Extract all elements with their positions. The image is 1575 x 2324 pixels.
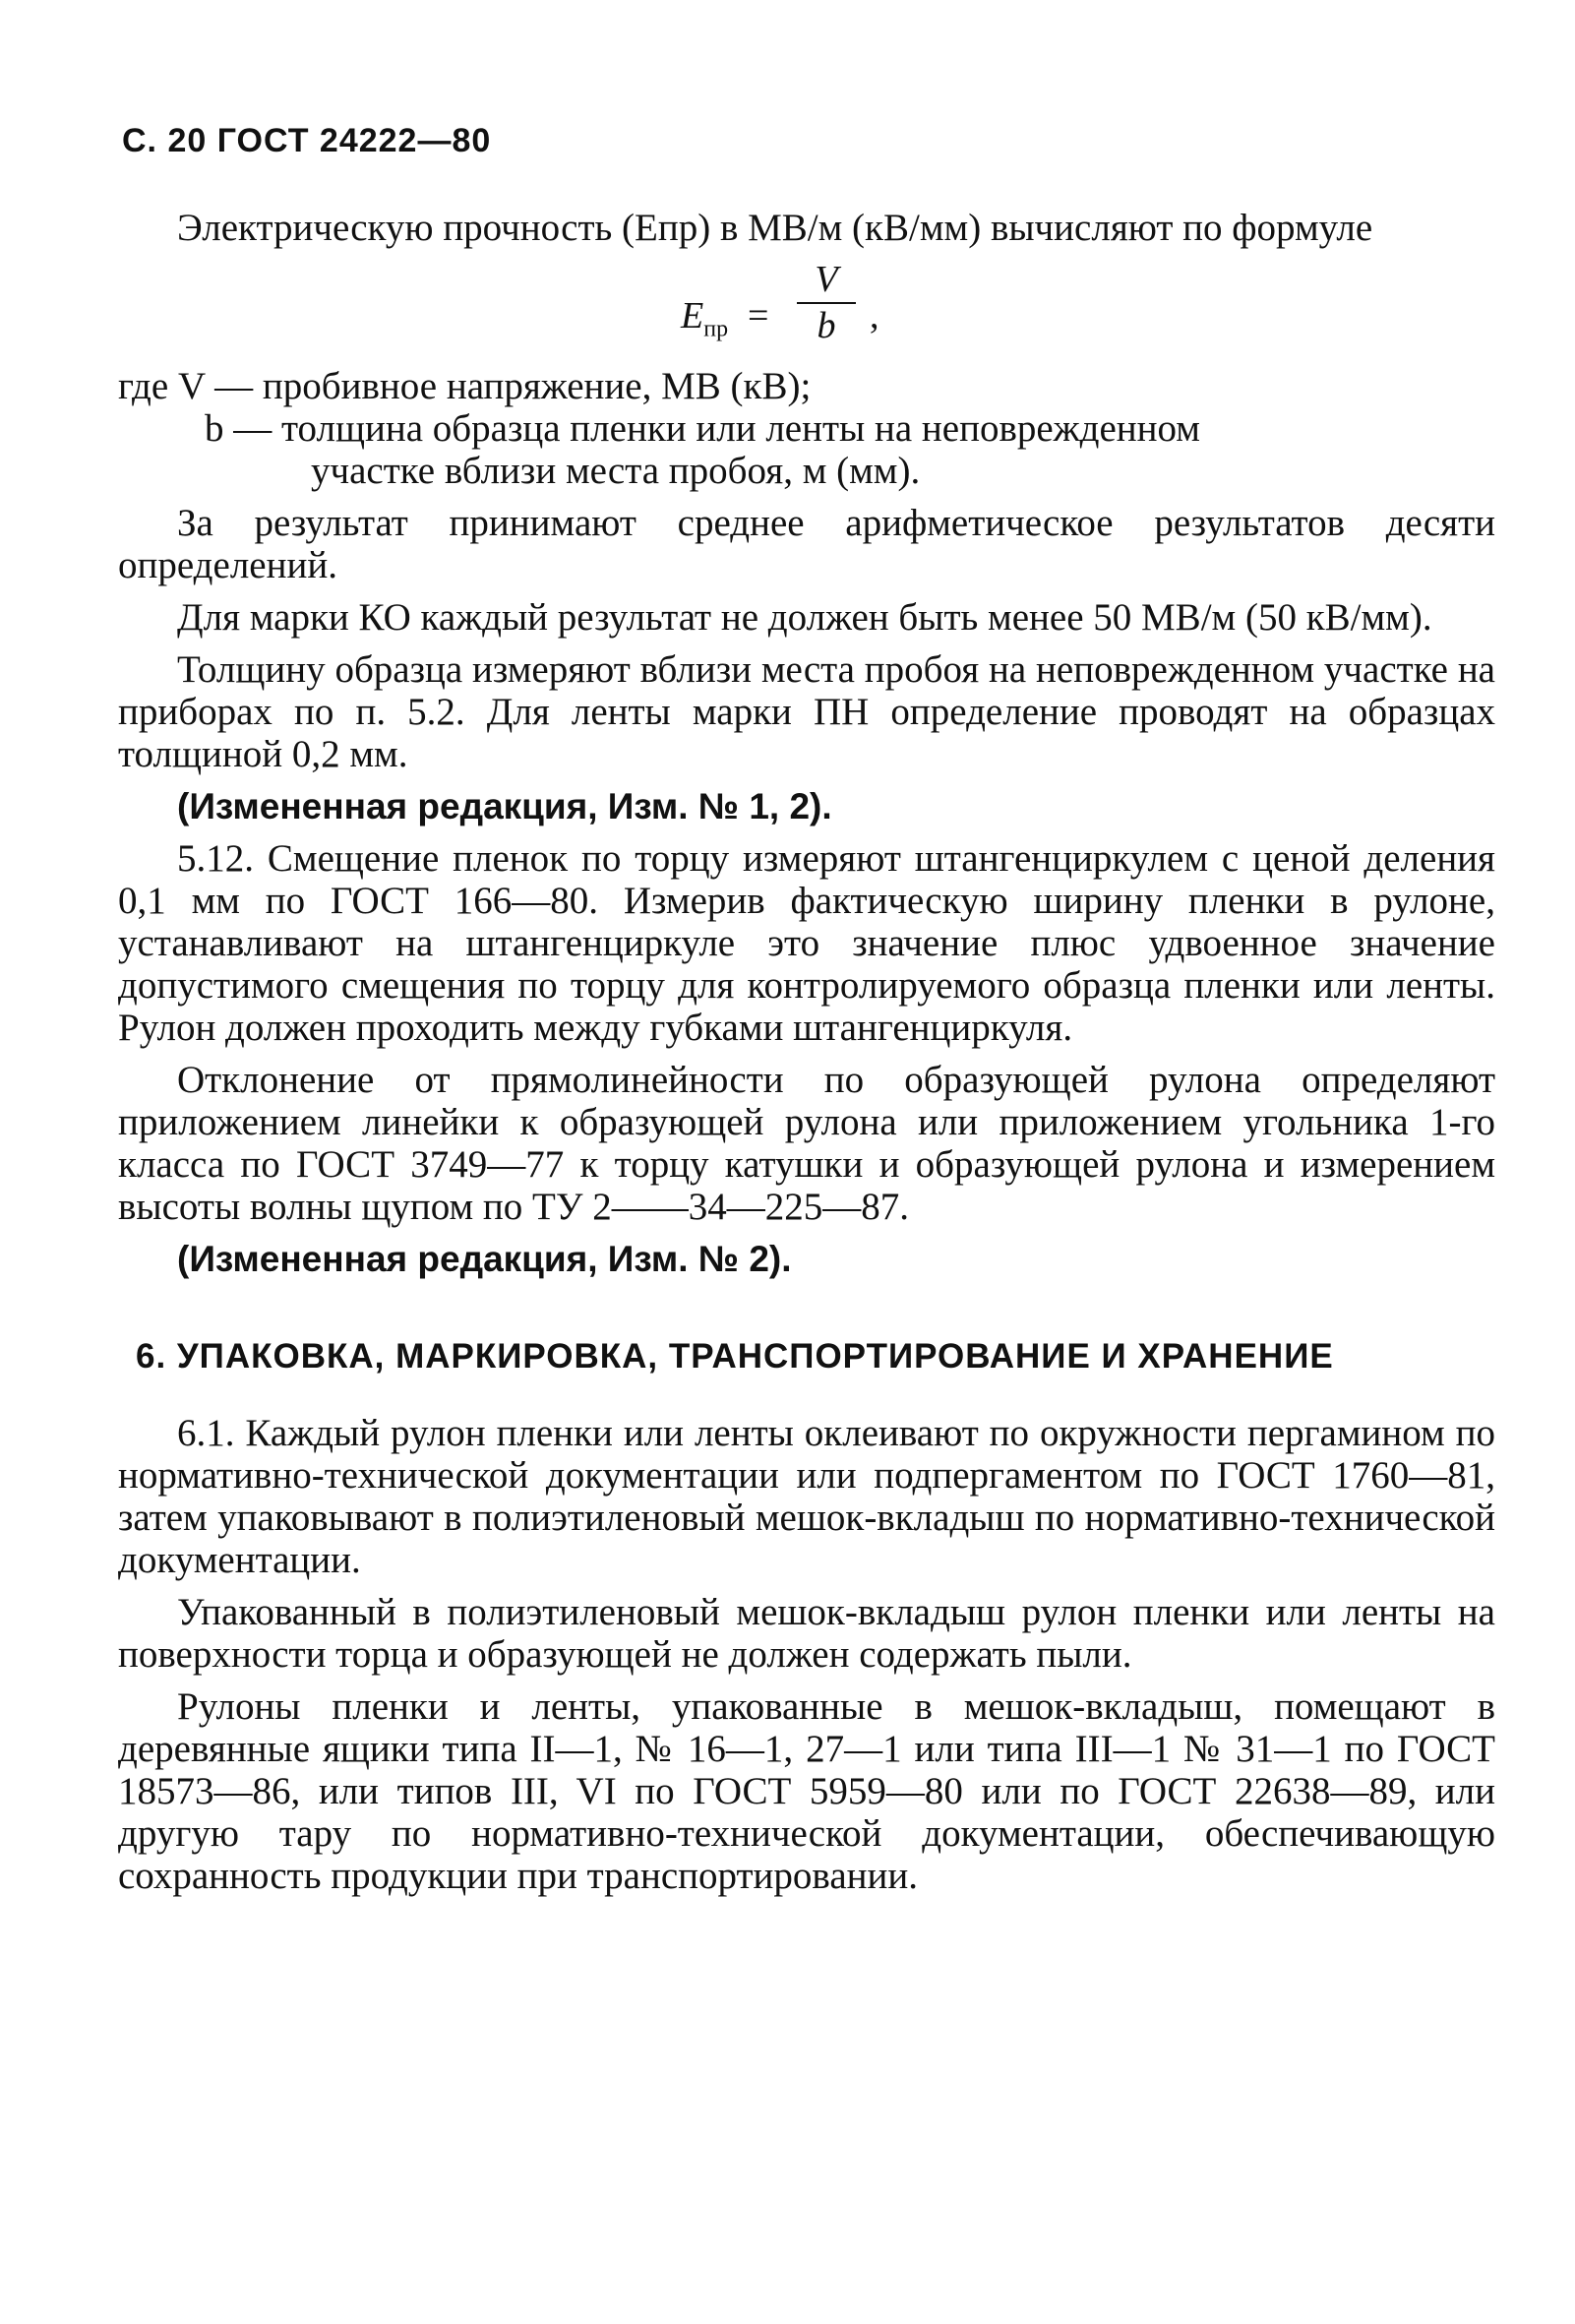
formula xyxy=(118,259,1495,357)
paragraph-result: За результат принимают среднее арифметическое результатов десяти определений. xyxy=(118,502,1495,586)
formula-subscript: пр xyxy=(703,316,729,342)
paragraph-boxes: Рулоны пленки и ленты, упакованные в мешок-вкладыш, помещают в деревянные ящики типа II—1, № 16—1, 27—1 или типа III—1 № 31—1 по ГОСТ 18573—86, или типов III, VI по ГОСТ 5959—80 или по ГОСТ 22638—89, или другую тару по нормативно-технической документации, обеспечивающую сохранность продукции при транспортировании. xyxy=(118,1685,1495,1897)
document-body xyxy=(118,207,1495,1907)
definition-b: b — толщина образца пленки или ленты на неповрежденном xyxy=(205,407,1200,450)
paragraph-6-1: 6.1. Каждый рулон пленки или ленты оклеивают по окружности пергамином по нормативно-технической документации или подпергаментом по ГОСТ 1760—81, затем упаковывают в полиэтиленовый мешок-вкладыш по нормативно-технической документации. xyxy=(118,1412,1495,1581)
formula-lhs: $E_{пр}$ xyxy=(681,295,729,342)
formula-definitions xyxy=(118,365,1495,492)
paragraph-ko-grade: Для марки КО каждый результат не должен быть менее 50 МВ/м (50 кВ/мм). xyxy=(177,596,1432,639)
formula-numerator: V xyxy=(815,259,838,300)
paragraph-straightness: Отклонение от прямолинейности по образующей рулона определяют приложением линейки к образующей рулона или приложением угольника 1-го класса по ГОСТ 3749—77 к торцу катушки и образующей рулона и измерением высоты волны щупом по ТУ 2——34—225—87. xyxy=(118,1059,1495,1228)
paragraph-thickness: Толщину образца измеряют вблизи места пробоя на неповрежденном участке на приборах по п. 5.2. Для ленты марки ПН определение проводят на образцах толщиной 0,2 мм. xyxy=(118,648,1495,775)
definition-b-continued: участке вблизи места пробоя, м (мм). xyxy=(311,450,921,492)
formula-comma: , xyxy=(870,295,879,336)
fraction-bar xyxy=(797,302,856,304)
intro-paragraph: Электрическую прочность (Eпр) в МВ/м (кВ/мм) вычисляют по формуле xyxy=(177,207,1373,249)
section-title: 6. УПАКОВКА, МАРКИРОВКА, ТРАНСПОРТИРОВАНИЕ И ХРАНЕНИЕ xyxy=(136,1337,1334,1376)
definition-v: где V — пробивное напряжение, МВ (кВ); xyxy=(118,365,812,407)
formula-denominator: b xyxy=(817,305,836,346)
amendment-note-1: (Измененная редакция, Изм. № 1, 2). xyxy=(177,786,832,826)
paragraph-5-12: 5.12. Смещение пленок по торцу измеряют штангенциркулем с ценой деления 0,1 мм по ГОСТ 166—80. Измерив фактическую ширину пленки в рулоне, устанавливают на штангенциркуле это значение плюс удвоенное значение допустимого смещения по торцу для контролируемого образца пленки или ленты. Рулон должен проходить между губками штангенциркуля. xyxy=(118,837,1495,1049)
formula-equals: = xyxy=(748,295,769,336)
formula-fraction xyxy=(797,259,856,345)
page-header: С. 20 ГОСТ 24222—80 xyxy=(122,122,492,159)
paragraph-packed-roll: Упакованный в полиэтиленовый мешок-вкладыш рулон пленки или ленты на поверхности торца и образующей не должен содержать пыли. xyxy=(118,1591,1495,1676)
amendment-note-2: (Измененная редакция, Изм. № 2). xyxy=(177,1239,792,1279)
